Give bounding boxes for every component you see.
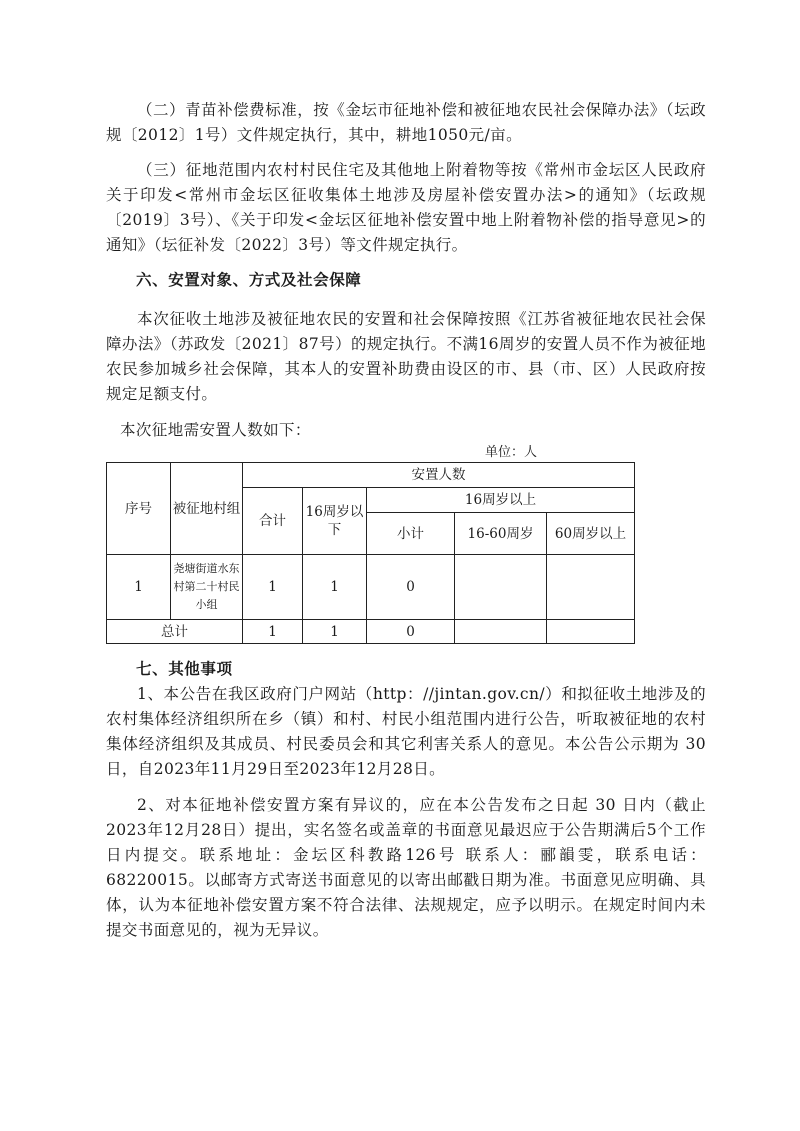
sum-age-16-60 bbox=[455, 620, 547, 644]
sum-subtotal: 0 bbox=[367, 620, 455, 644]
row-age-16-60 bbox=[455, 555, 547, 620]
section-6-body: 本次征收土地涉及被征地农民的安置和社会保障按照《江苏省被征地农民社会保障办法》（苏政发〔2021〕87号）的规定执行。不满16周岁的安置人员不作为被征地农民参加城乡社会保障，其本人的安置补助费由设区的市、县（市、区）人民政府按规定足额支付。 bbox=[106, 310, 706, 403]
header-subtotal: 小计 bbox=[367, 513, 455, 555]
sum-label: 总计 bbox=[107, 620, 243, 644]
table-intro: 本次征地需安置人数如下： bbox=[120, 421, 311, 439]
row-total: 1 bbox=[243, 555, 303, 620]
header-age-16-60: 16-60周岁 bbox=[455, 513, 547, 555]
row-subtotal: 0 bbox=[367, 555, 455, 620]
row-seq: 1 bbox=[107, 555, 171, 620]
row-under-16: 1 bbox=[303, 555, 367, 620]
notice-item-1: 1、本公告在我区政府门户网站（http：//jintan.gov.cn/）和拟征收土地涉及的农村集体经济组织所在乡（镇）和村、村民小组范围内进行公告，听取被征地的农村集体经济组织及其成员、村民委员会和其它利害关系人的意见。本公告公示期为 30 日，自2023年11月29日至2023年12月28日。 bbox=[106, 685, 706, 778]
housing-compensation-paragraph: （三）征地范围内农村村民住宅及其他地上附着物等按《常州市金坛区人民政府关于印发<常州市金坛区征收集体土地涉及房屋补偿安置办法>的通知》（坛政规〔2019〕3号）、《关于印发<金坛区征地补偿安置中地上附着物补偿的指导意见>的通知》（坛征补发〔2022〕3号）等文件规定执行。 bbox=[106, 161, 706, 254]
table-sum-row bbox=[107, 620, 635, 644]
header-over-60: 60周岁以上 bbox=[547, 513, 635, 555]
unit-label: 单位：人 bbox=[485, 445, 538, 460]
header-under-16: 16周岁以下 bbox=[303, 488, 367, 555]
seedling-compensation-paragraph: （二）青苗补偿费标准，按《金坛市征地补偿和被征地农民社会保障办法》（坛政规〔2012〕1号）文件规定执行，其中，耕地1050元/亩。 bbox=[106, 101, 706, 144]
section-6-heading: 六、安置对象、方式及社会保障 bbox=[136, 270, 362, 289]
sum-under-16: 1 bbox=[303, 620, 367, 644]
row-village: 尧塘街道水东村第二十村民小组 bbox=[171, 555, 243, 620]
sum-total: 1 bbox=[243, 620, 303, 644]
row-over-60 bbox=[547, 555, 635, 620]
header-over-16: 16周岁以上 bbox=[367, 488, 635, 513]
header-total: 合计 bbox=[243, 488, 303, 555]
sum-over-60 bbox=[547, 620, 635, 644]
header-resettle-count: 安置人数 bbox=[243, 463, 635, 488]
header-seq: 序号 bbox=[107, 463, 171, 555]
resettlement-table bbox=[106, 462, 635, 644]
notice-item-2: 2、对本征地补偿安置方案有异议的，应在本公告发布之日起 30 日内（截止2023年12月28日）提出，实名签名或盖章的书面意见最迟应于公告期满后5个工作日内提交。联系地址：金坛区科教路126号 联系人：郦韻雯，联系电话：68220015。以邮寄方式寄送书面意见的以寄出邮戳日期为准。书面意见应明确、具体，认为本征地补偿安置方案不符合法律、法规规定，应予以明示。在规定时间内未提交书面意见的，视为无异议。 bbox=[106, 796, 706, 939]
header-village: 被征地村组 bbox=[171, 463, 243, 555]
section-7-heading: 七、其他事项 bbox=[136, 659, 233, 678]
table-row bbox=[107, 555, 635, 620]
